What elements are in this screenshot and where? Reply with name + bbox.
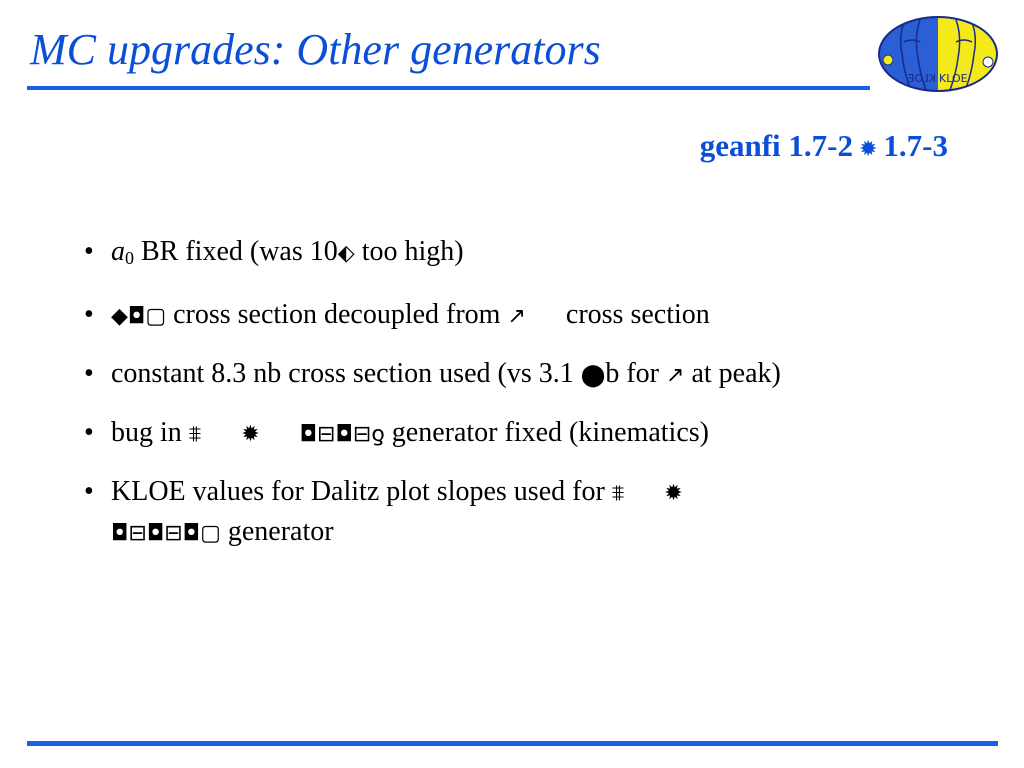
logo-text: KLOE: [939, 72, 968, 85]
bullet-list: [84, 233, 914, 572]
symbol-glyph: ◘⊟◘⊟ƍ: [299, 422, 385, 447]
bullet-marker: •: [84, 358, 94, 389]
logo-mirrored-text: KLOE: [907, 72, 936, 85]
bullet-text: b for: [605, 358, 666, 389]
symbol-glyph: ✹: [241, 422, 260, 447]
bullet-item: [84, 355, 914, 395]
bullet-item: [84, 233, 914, 277]
bullet-text: generator: [220, 516, 334, 547]
symbol-glyph: ◘⊟◘⊟◘▢: [111, 521, 221, 546]
symbol-glyph: ⩨: [611, 481, 625, 506]
symbol-glyph: ↗: [666, 363, 685, 388]
version-subtitle: [700, 126, 948, 170]
bullet-item: [84, 473, 914, 553]
bullet-item: [84, 296, 914, 336]
symbol-glyph: ↗: [507, 304, 526, 329]
bullet-text: cross section: [565, 299, 710, 330]
bullet-text: cross section decoupled from: [166, 299, 508, 330]
subscript: 0: [125, 248, 134, 268]
symbol-glyph: ⬖: [337, 241, 355, 266]
bullet-marker: •: [84, 417, 94, 448]
symbol-glyph: ◆◘▢: [111, 304, 167, 329]
from-version: geanfi 1.7-2: [699, 128, 853, 163]
italic-symbol: a: [111, 236, 125, 267]
kloe-logo: [876, 14, 1000, 94]
bullet-marker: •: [84, 476, 94, 507]
bullet-text: constant 8.3 nb cross section used (vs 3.1: [111, 358, 581, 389]
to-version: 1.7-3: [883, 128, 948, 163]
footer-rule: [27, 741, 998, 746]
transition-arrow-icon: ✹: [858, 137, 878, 162]
bullet-text: BR fixed (was 10: [134, 236, 338, 267]
bullet-text: KLOE values for Dalitz plot slopes used for: [111, 476, 612, 507]
bullet-item: [84, 414, 914, 454]
slide-title: MC upgrades: Other generators: [30, 25, 601, 74]
bullet-marker: •: [84, 236, 94, 267]
bullet-text: bug in: [111, 417, 189, 448]
symbol-glyph: ✹: [664, 481, 683, 506]
symbol-glyph: ⬤: [580, 363, 606, 388]
bullet-text: too high): [354, 236, 464, 267]
bullet-text: at peak): [684, 358, 781, 389]
bullet-text: generator fixed (kinematics): [384, 417, 709, 448]
bullet-marker: •: [84, 299, 94, 330]
title-underline: [27, 86, 870, 90]
symbol-glyph: ⩨: [188, 422, 202, 447]
